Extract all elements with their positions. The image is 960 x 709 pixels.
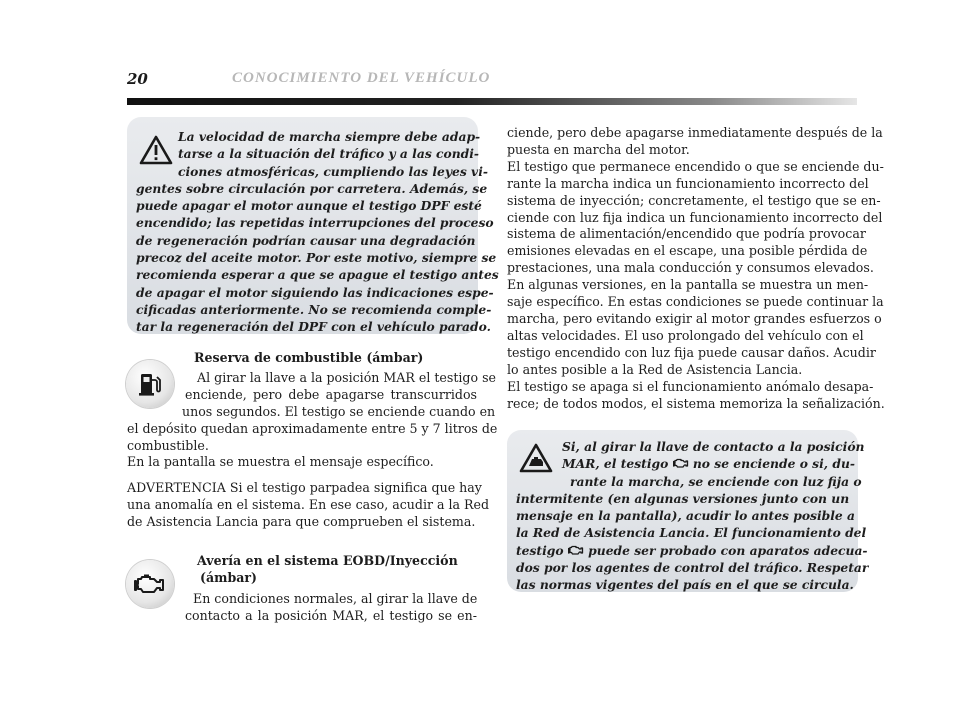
engine-check-icon <box>568 544 584 556</box>
fuel-reserve-section <box>127 350 498 531</box>
page-title: CONOCIMIENTO DEL VEHÍCULO <box>232 70 491 86</box>
warning-line: de regeneración podrían causar una degradación <box>136 232 476 248</box>
engine-check-icon <box>673 457 689 469</box>
warning-line: intermitente (en algunas versiones junto con un <box>516 490 850 506</box>
eobd-section <box>127 553 477 625</box>
body-line: En la pantalla se muestra el mensaje específico. <box>127 454 434 470</box>
body-line: ciende, pero debe apagarse inmediatamente después de la <box>507 125 883 140</box>
body-line: unos segundos. El testigo se enciende cuando en <box>182 403 496 419</box>
warning-text-fragment: MAR, el testigo <box>562 456 669 472</box>
warning-box-dpf <box>127 117 499 335</box>
eobd-title-cont: (ámbar) <box>200 569 258 585</box>
body-line: lo antes posible a la Red de Asistencia Lancia. <box>507 361 803 377</box>
body-line: Al girar la llave a la posición MAR el testigo se <box>197 369 496 385</box>
warning-line: precoz del aceite motor. Por este motivo, siempre se <box>136 250 497 266</box>
body-line: En algunas versiones, en la pantalla se muestra un men- <box>507 277 869 293</box>
body-line: El testigo se apaga si el funcionamiento anómalo desapa- <box>507 378 874 394</box>
warning-line: recomienda esperar a que se apague el testigo antes <box>136 267 499 283</box>
body-line: altas velocidades. El uso prolongado del vehículo con el <box>507 327 864 343</box>
body-line: testigo encendido con luz fija puede causar daños. Acudir <box>507 344 876 360</box>
body-line: sistema de alimentación/encendido que podría provocar <box>507 226 866 242</box>
body-line: emisiones elevadas en el escape, una posible pérdida de <box>507 243 868 259</box>
body-line: El testigo que permanece encendido o que se enciende du- <box>507 158 884 174</box>
warning-line: dos por los agentes de control del tráfico. Respetar <box>516 560 869 576</box>
body-line: el depósito quedan aproximadamente entre 5 y 7 litros de <box>127 420 498 436</box>
warning-line <box>562 455 855 472</box>
warning-line: Si, al girar la llave de contacto a la posición <box>562 439 865 454</box>
body-line: En condiciones normales, al girar la llave de <box>193 590 478 606</box>
advert-line: ADVERTENCIA Si el testigo parpadea significa que hay <box>127 480 482 496</box>
eobd-title: Avería en el sistema EOBD/Inyección <box>197 553 458 568</box>
right-column-text <box>507 125 885 412</box>
warning-line <box>516 542 868 559</box>
advert-line: de Asistencia Lancia para que comprueben el sistema. <box>127 514 476 530</box>
warning-line: mensaje en la pantalla), acudir lo antes posible a <box>516 508 855 524</box>
warning-text-dpf <box>136 128 499 336</box>
warning-line: de apagar el motor siguiendo las indicaciones espe- <box>136 284 494 300</box>
warning-line: ciones atmosféricas, cumpliendo las leyes vi- <box>178 163 488 179</box>
body-line: prestaciones, una mala conducción y consumos elevados. <box>507 260 874 276</box>
body-line: sistema de inyección; concretamente, el testigo que se en- <box>507 192 881 208</box>
fuel-reserve-title: Reserva de combustible (ámbar) <box>194 350 424 365</box>
warning-line: tarse a la situación del tráfico y a las condi- <box>178 146 480 162</box>
warning-line: encendido; las repetidas interrupciones del proceso <box>136 215 494 231</box>
body-line: combustible. <box>127 437 209 453</box>
warning-text-eobd <box>516 438 869 594</box>
advert-line: una anomalía en el sistema. En ese caso, acudir a la Red <box>127 497 490 513</box>
header-rule <box>127 98 857 105</box>
page-number: 20 <box>127 70 148 88</box>
warning-line: gentes sobre circulación por carretera. Además, se <box>136 180 488 196</box>
body-line: rante la marcha indica un funcionamiento incorrecto del <box>507 175 869 191</box>
warning-box-eobd <box>507 430 869 593</box>
body-line: ciende con luz fija indica un funcionamiento incorrecto del <box>507 209 883 225</box>
warning-text-fragment: no se enciende o si, du- <box>692 456 855 472</box>
body-line: enciende, pero debe apagarse transcurridos <box>185 386 477 402</box>
warning-line: las normas vigentes del país en el que se circula. <box>516 577 854 593</box>
warning-line: la Red de Asistencia Lancia. El funcionamiento del <box>516 525 867 541</box>
body-line: marcha, pero evitando exigir al motor grandes esfuerzos o <box>507 310 882 326</box>
warning-line: puede apagar el motor aunque el testigo DPF esté <box>136 198 482 214</box>
body-line: saje específico. En estas condiciones se puede continuar la <box>507 294 884 310</box>
body-line: contacto a la posición MAR, el testigo se en- <box>185 607 477 623</box>
warning-line: tar la regeneración del DPF con el vehículo parado. <box>136 319 491 335</box>
body-line: rece; de todos modos, el sistema memoriza la señalización. <box>507 395 885 411</box>
warning-text-fragment: puede ser probado con aparatos adecua- <box>588 542 868 558</box>
warning-text-fragment: testigo <box>516 542 564 558</box>
body-line: puesta en marcha del motor. <box>507 141 690 157</box>
warning-line: cificadas anteriormente. No se recomienda comple- <box>136 301 492 317</box>
warning-line: La velocidad de marcha siempre debe adap- <box>178 129 481 144</box>
warning-line: rante la marcha, se enciende con luz fija o <box>570 473 862 489</box>
